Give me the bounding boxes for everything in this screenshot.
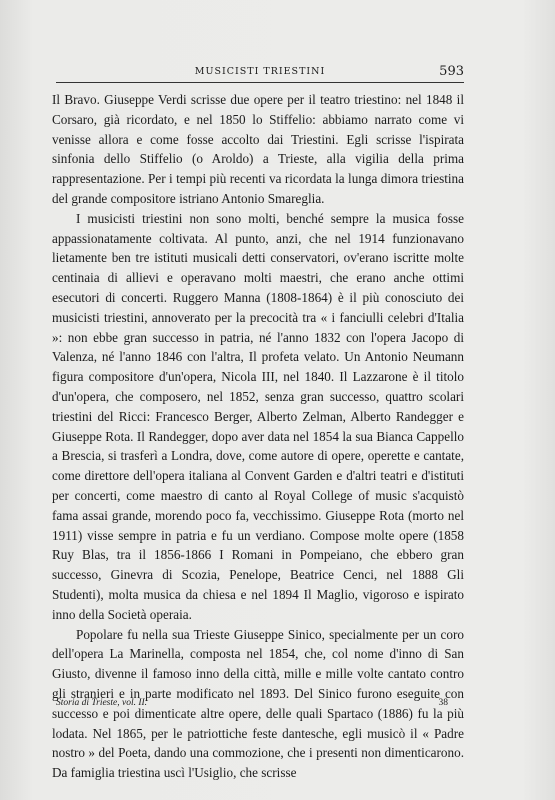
footer-book-title: Storia di Trieste, vol. II. — [56, 698, 148, 708]
paragraph: Popolare fu nella sua Trieste Giuseppe Sinico, specialmente per un coro dell'opera La Marinella, composta nel 1854, che, col nome d'inno di San Giusto, divenne il famoso inno della città, mille e mille volte cantato contro gli stranieri e in parte modificato nel 1893. Del Sinico furono eseguite con successo e poi dimenticate altre opere, delle quali Spartaco (1886) fu la più lodata. Nel 1865, per le patriottiche feste dantesche, egli musicò il « Padre nostro » del Poeta, dando una commozione, che i presenti non dimenticarono. Da famiglia triestina uscì l'Usiglio, che scrisse — [52, 626, 464, 781]
footer-signature-mark: 38 — [438, 698, 448, 708]
body-text — [52, 90, 464, 783]
page-footer — [56, 698, 448, 712]
page-header — [56, 64, 464, 80]
paragraph: I musicisti triestini non sono molti, benché sempre la musica fosse appassionatamente coltivata. Al punto, anzi, che nel 1914 funzionavano lietamente ben tre istituti musicali detti conservatori, ov'erano iscritte molte centinaia di allievi e operavano molti maestri, che erano anche ottimi esecutori di concerti. Ruggero Manna (1808-1864) è il più conosciuto dei musicisti triestini, annoverato per la precocità tra « i fanciulli celebri d'Italia »: non ebbe gran successo in patria, né l'anno 1832 con l'opera Jacopo di Valenza, né l'anno 1846 con l'altra, Il profeta velato. Un Antonio Neumann figura compositore d'un'opera, Nicola III, nel 1840. Il Lazzarone è il titolo d'un'opera, che composero, nel 1852, senza gran successo, quattro scolari triestini del Ricci: Francesco Berger, Alberto Zelman, Alberto Randegger e Giuseppe Rota. Il Randegger, dopo aver data nel 1854 la sua Bianca Cappello a Brescia, si trasferì a Londra, dove, come autore di opere, operette e cantate, come direttore dell'opera italiana al Convent Garden e d'altri teatri e d'istituti per concerti, come maestro di canto al Royal College of music s'acquistò fama assai grande, morendo poco fa, vecchissimo. Giuseppe Rota (morto nel 1911) visse sempre in patria e fu un verdiano. Compose molte opere (1858 Ruy Blas, tra il 1856-1866 I Romani in Pompeiano, che ebbero gran successo, Ginevra di Scozia, Penelope, Beatrice Cenci, nel 1888 Gli Studenti), molta musica da chiesa e nel 1894 Il Maglio, vigoroso e ispirato inno della Società operaia. — [52, 210, 464, 622]
running-head: MUSICISTI TRIESTINI — [194, 66, 326, 77]
header-rule — [56, 82, 464, 83]
paragraph: Il Bravo. Giuseppe Verdi scrisse due opere per il teatro triestino: nel 1848 il Corsaro, già ricordato, e nel 1850 lo Stiffelio: abbiamo narrato come vi venisse allora e come fosse accolto dai Triestini. Egli scrisse l'ispirata sinfonia dello Stiffelio (o Aroldo) a Trieste, alla vigilia della prima rappresentazione. Per i tempi più recenti va ricordata la lunga dimora triestina del grande compositore istriano Antonio Smareglia. — [52, 92, 464, 206]
page-number: 593 — [439, 64, 464, 79]
